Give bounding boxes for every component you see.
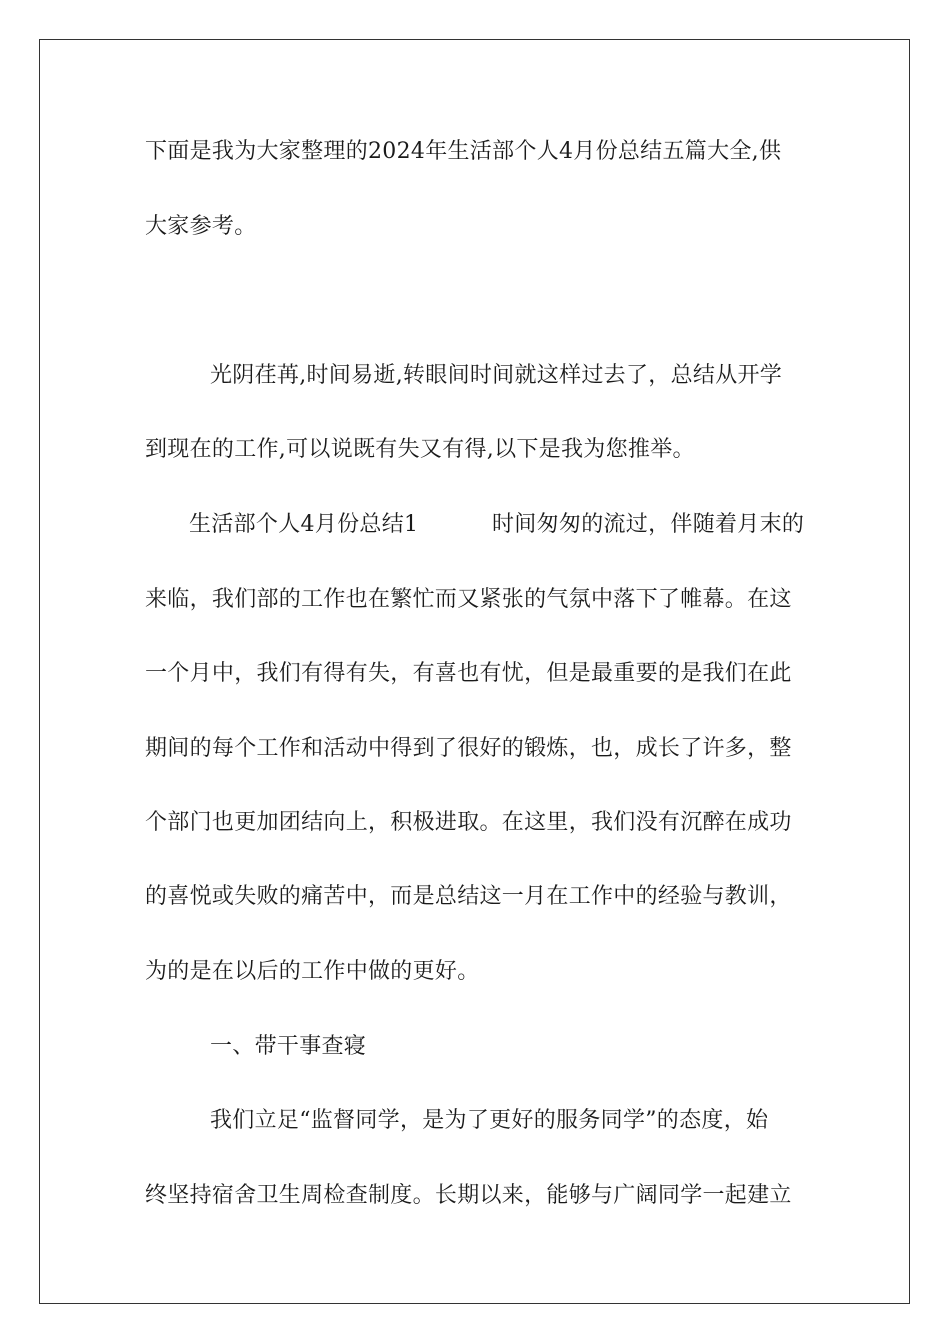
text-line-para2-6: 的喜悦或失败的痛苦中，而是总结这一月在工作中的经验与教训， [145, 884, 792, 909]
text-line-intro-2: 大家参考。 [145, 214, 257, 239]
text-line-para2-5: 个部门也更加团结向上，积极进取。在这里，我们没有沉醉在成功 [145, 810, 792, 835]
text-line-para3-1: 我们立足“监督同学，是为了更好的服务同学”的态度，始 [210, 1108, 769, 1133]
text-line-para2-4: 期间的每个工作和活动中得到了很好的锻炼，也，成长了许多，整 [145, 736, 792, 761]
text-line-para3-2: 终坚持宿舍卫生周检查制度。长期以来，能够与广阔同学一起建立 [145, 1183, 792, 1208]
subheading: 一、带干事查寝 [210, 1034, 367, 1059]
text-line-para2-3: 一个月中，我们有得有失，有喜也有忧，但是最重要的是我们在此 [145, 661, 792, 686]
section-title: 生活部个人4月份总结1 [189, 512, 419, 537]
text-line-para2-1: 时间匆匆的流过，伴随着月末的 [492, 512, 805, 537]
text-line-para2-7: 为的是在以后的工作中做的更好。 [145, 959, 480, 984]
text-line-para2-2: 来临，我们部的工作也在繁忙而又紧张的气氛中落下了帷幕。在这 [145, 587, 792, 612]
text-line-intro-1: 下面是我为大家整理的2024年生活部个人4月份总结五篇大全,供 [145, 139, 782, 164]
text-line-para1-1: 光阴荏苒,时间易逝,转眼间时间就这样过去了，总结从开学 [210, 363, 783, 388]
text-line-para1-2: 到现在的工作,可以说既有失又有得,以下是我为您推举。 [145, 437, 695, 462]
